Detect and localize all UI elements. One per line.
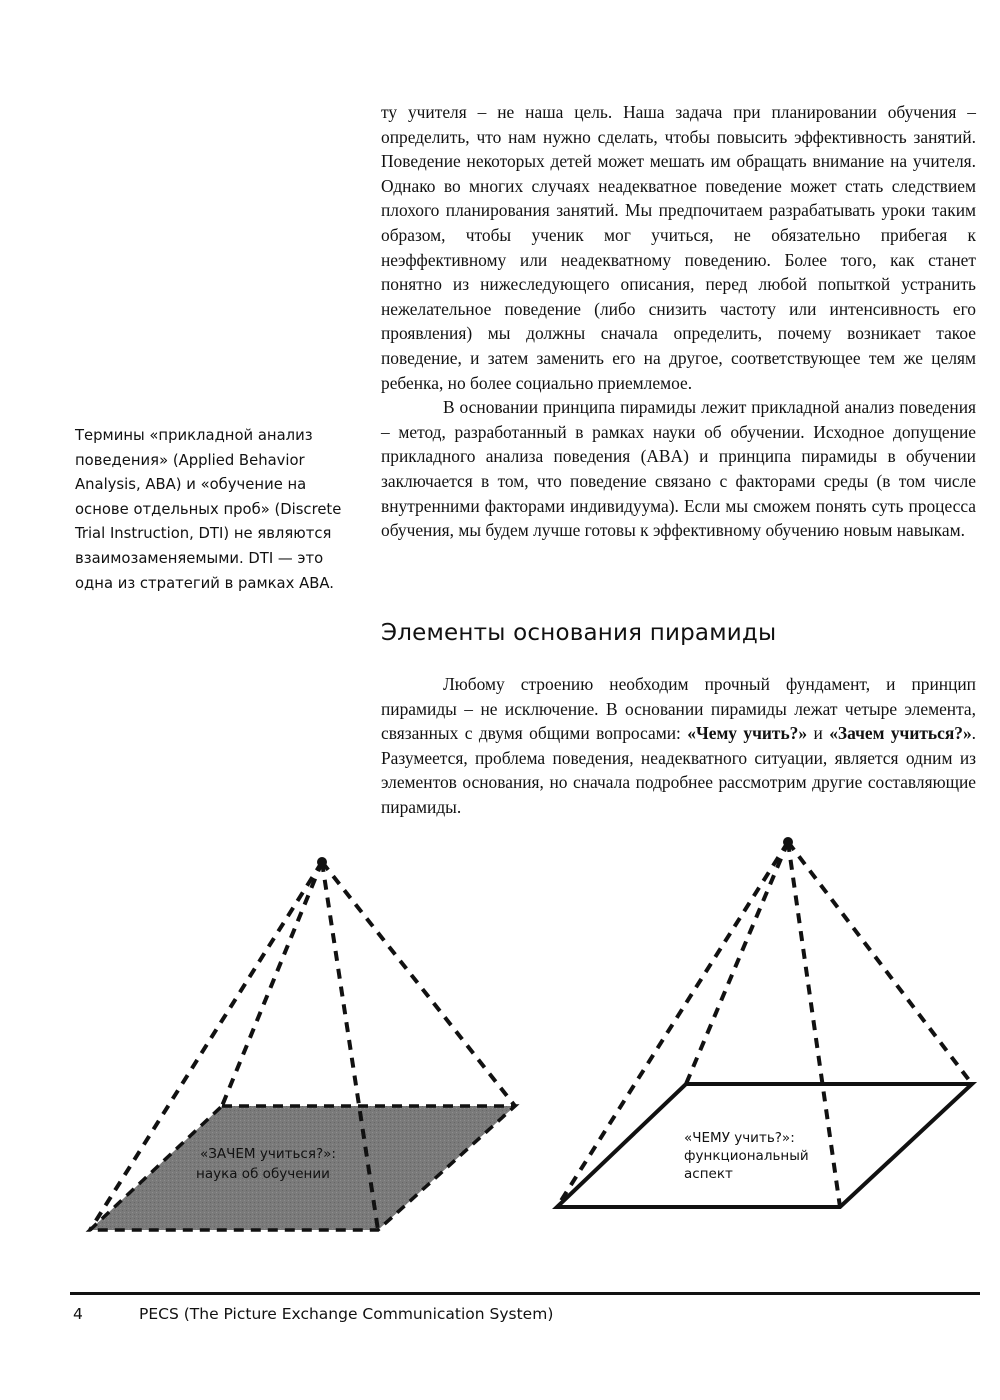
footer-divider bbox=[70, 1292, 980, 1295]
left-base-label-2: наука об обучении bbox=[196, 1166, 330, 1182]
right-pyramid-edge bbox=[686, 842, 788, 1084]
left-pyramid-apex bbox=[317, 857, 327, 867]
page-number: 4 bbox=[73, 1305, 83, 1323]
bold-why-learn: «Зачем учиться?» bbox=[829, 723, 972, 744]
section-heading: Элементы основания пирамиды bbox=[381, 620, 777, 646]
left-pyramid-edge bbox=[222, 862, 322, 1106]
main-text bbox=[381, 100, 976, 543]
book-title: PECS (The Picture Exchange Communication System) bbox=[139, 1305, 554, 1323]
left-pyramid-edge bbox=[322, 862, 515, 1106]
bold-what-to-teach: «Чему учить?» bbox=[687, 723, 808, 744]
paragraph-foundation-end: . Разумеется, проблема поведения, неадекватного ситуации, является одним из элементов основания, но сначала подробнее рассмотрим другие составляющие пирамиды. bbox=[381, 723, 976, 817]
paragraph-continuation: ту учителя – не наша цель. Наша задача при планировании обучения – определить, что нам нужно сделать, чтобы повысить эффективность занятий. Поведение некоторых детей может мешать им обращать внимание на учителя. Однако во многих случаях неадекватное поведение может стать следствием плохого планирования занятий. Мы предпочитаем разрабатывать уроки таким образом, чтобы ученик мог учиться, не обязательно прибегая к неэффективному или неадекватному поведению. Более того, как станет понятно из нижеследующего описания, перед любой попыткой устранить нежелательное поведение (либо снизить частоту или интенсивность его проявления) мы должны сначала определить, почему возникает такое поведение, и затем заменить его на другое, соответствующее тем же целям ребенка, но более социально приемлемое. bbox=[381, 102, 976, 393]
right-base-label-1: «ЧЕМУ учить?»: bbox=[684, 1130, 795, 1146]
paragraph-foundation-start: Любому строению необходим прочный фундамент, и принцип пирамиды – не исключение. В основании пирамиды лежат четыре элемента, связанных с двумя общими вопросами: bbox=[381, 674, 976, 744]
right-base-label-2: функциональный bbox=[684, 1148, 809, 1164]
paragraph-foundation bbox=[381, 672, 976, 820]
margin-note: Термины «прикладной анализ поведения» (Applied Behavior Analysis, ABA) и «обучение на основе отдельных проб» (Discrete Trial Instruction, DTI) не являются взаимозаменяемыми. DTI — это одна из стратегий в рамках ABA. bbox=[75, 427, 342, 592]
left-base-label-1: «ЗАЧЕМ учиться?»: bbox=[200, 1146, 336, 1162]
pyramid-figure bbox=[0, 820, 1000, 1260]
right-base-label-3: аспект bbox=[684, 1166, 733, 1182]
left-pyramid bbox=[90, 857, 515, 1230]
paragraph-foundation-conj: и bbox=[807, 723, 830, 744]
paragraph-aba: В основании принципа пирамиды лежит прикладной анализ поведения – метод, разработанный в рамках науки об обучении. Исходное допущение прикладного анализа поведения (ABA) и принципа пирамиды в обучении заключается в том, что поведение связано с факторами среды (в том числе внутренними факторами индивидуума). Если мы сможем понять суть процесса обучения, мы будем лучше готовы к эффективному обучению новым навыкам. bbox=[381, 397, 976, 541]
page-footer bbox=[73, 1305, 973, 1323]
section-text bbox=[381, 672, 976, 820]
right-pyramid-apex bbox=[783, 837, 793, 847]
right-pyramid bbox=[557, 837, 972, 1207]
